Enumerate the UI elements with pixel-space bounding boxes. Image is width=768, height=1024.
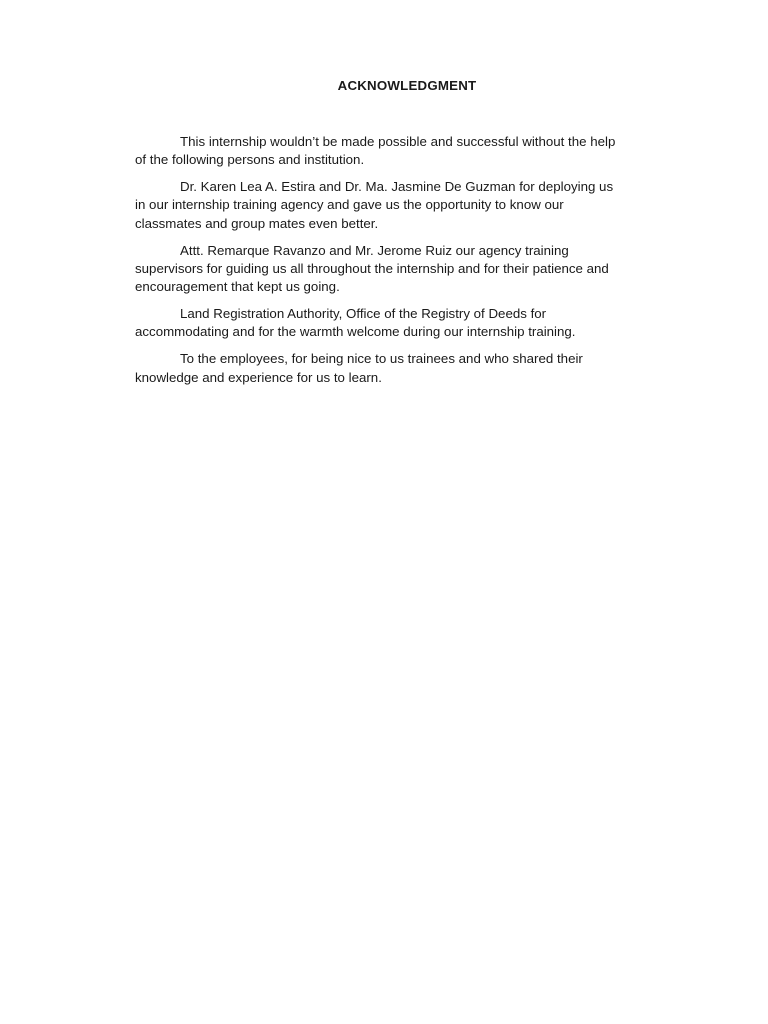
paragraph-line: Dr. Karen Lea A. Estira and Dr. Ma. Jasmine De Guzman for deploying us [180, 179, 614, 195]
paragraph-line: Land Registration Authority, Office of the Registry of Deeds for [180, 306, 547, 322]
paragraph-line: To the employees, for being nice to us trainees and who shared their [180, 351, 583, 367]
paragraph-line: Attt. Remarque Ravanzo and Mr. Jerome Ruiz our agency training [180, 242, 569, 258]
paragraph-intro [135, 133, 675, 170]
paragraph-agency [135, 305, 675, 342]
paragraph-employees [135, 350, 675, 387]
document-body [135, 133, 675, 396]
paragraph-line: in our internship training agency and gave us the opportunity to know our [135, 197, 564, 213]
paragraph-advisers [135, 178, 675, 233]
paragraph-supervisors [135, 242, 675, 297]
paragraph-line: knowledge and experience for us to learn. [135, 369, 382, 385]
document-title: ACKNOWLEDGMENT [337, 78, 477, 93]
paragraph-line: encouragement that kept us going. [135, 279, 340, 295]
paragraph-line: of the following persons and institution. [135, 152, 365, 168]
paragraph-line: This internship wouldn’t be made possible and successful without the help [180, 134, 616, 149]
paragraph-line: supervisors for guiding us all throughout the internship and for their patience and [135, 260, 609, 276]
paragraph-line: classmates and group mates even better. [135, 215, 379, 231]
paragraph-line: accommodating and for the warmth welcome during our internship training. [135, 324, 576, 340]
